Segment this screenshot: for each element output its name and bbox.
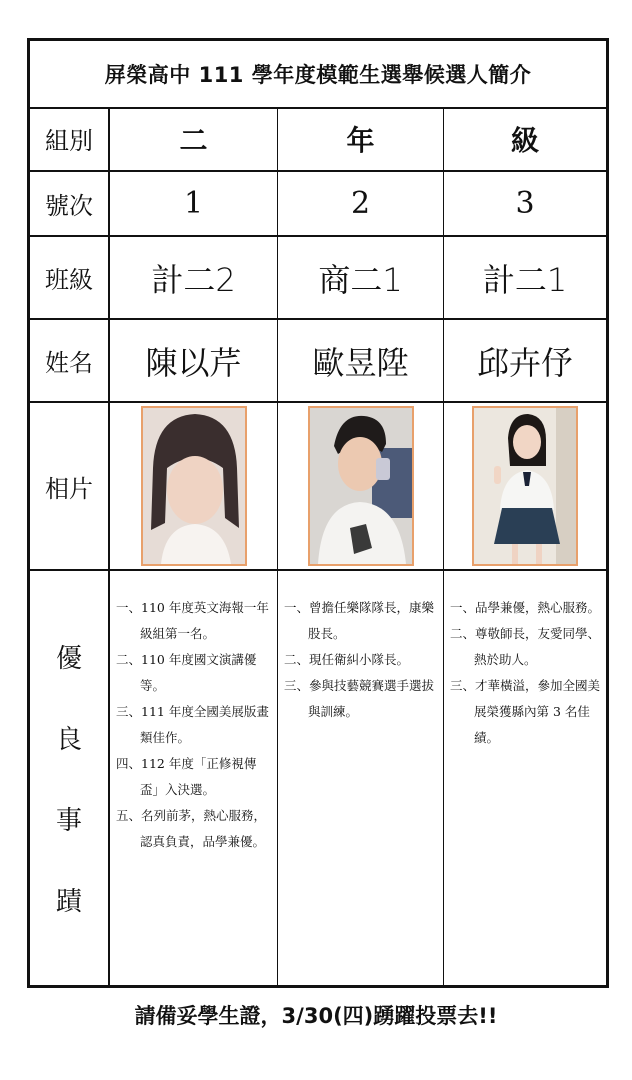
candidate-3-number: 3	[515, 186, 535, 221]
merit-label-char-4: 蹟	[55, 887, 82, 917]
candidate-1-photo-cell	[110, 403, 278, 569]
candidate-2-merits	[278, 571, 444, 985]
name-row	[30, 320, 606, 403]
candidate-1-number: 1	[110, 172, 278, 235]
merit-label-char-2: 良	[55, 725, 82, 755]
group-char-2: 年	[278, 107, 444, 170]
group-label: 組別	[30, 107, 110, 170]
merit-label-char-1: 優	[55, 644, 82, 674]
merit-item: 三、才華橫溢，參加全國美展榮獲縣內第 3 名佳績。	[450, 678, 601, 745]
photo-label: 相片	[30, 403, 110, 569]
name-label: 姓名	[30, 320, 110, 401]
merit-item: 五、名列前茅，熱心服務，認真負責，品學兼優。	[116, 808, 267, 849]
merit-item: 一、曾擔任樂隊隊長，康樂股長。	[284, 600, 435, 641]
candidate-3-name: 邱卉伃	[476, 343, 573, 382]
candidate-2-name: 歐昱陞	[278, 320, 444, 401]
merit-item: 三、111 年度全國美展版畫類佳作。	[116, 704, 269, 745]
merit-item: 四、112 年度「正修視傳盃」入決選。	[116, 756, 257, 797]
class-row	[30, 237, 606, 320]
candidate-table	[27, 38, 609, 988]
candidate-3-photo-cell	[444, 403, 606, 569]
merit-item: 二、110 年度國文演講優等。	[116, 652, 257, 693]
merit-item: 一、110 年度英文海報一年級組第一名。	[116, 600, 269, 641]
merit-item: 二、尊敬師長，友愛同學、熱於助人。	[450, 626, 601, 667]
merit-label-char-3: 事	[55, 806, 82, 836]
merit-item: 三、參與技藝競賽選手選拔與訓練。	[284, 678, 435, 719]
group-row	[30, 107, 606, 172]
candidate-1-name: 陳以芹	[110, 320, 278, 401]
candidate-1-class: 計二2	[110, 237, 278, 318]
candidate-1-merits	[110, 571, 278, 985]
candidate-1-photo	[141, 406, 247, 566]
group-char-1: 二	[110, 107, 278, 170]
candidate-2-number: 2	[278, 172, 444, 235]
number-label: 號次	[30, 172, 110, 235]
merit-row	[30, 571, 606, 985]
candidate-3-merits	[444, 571, 606, 985]
voting-reminder: 請備妥學生證，3/30(四)踴躍投票去!!	[134, 1004, 498, 1028]
candidate-3-class: 計二1	[482, 260, 568, 299]
group-char-3: 級	[510, 123, 539, 157]
candidate-2-class: 商二1	[278, 237, 444, 318]
merit-item: 一、品學兼優，熱心服務。	[450, 600, 601, 615]
candidate-3-photo	[472, 406, 578, 566]
merit-label	[30, 571, 110, 985]
class-label: 班級	[30, 237, 110, 318]
candidate-2-photo	[308, 406, 414, 566]
page-title: 屏榮高中 111 學年度模範生選舉候選人簡介	[30, 41, 606, 109]
merit-item: 二、現任衛糾小隊長。	[284, 652, 410, 667]
number-row	[30, 172, 606, 237]
candidate-2-photo-cell	[278, 403, 444, 569]
photo-row	[30, 403, 606, 571]
